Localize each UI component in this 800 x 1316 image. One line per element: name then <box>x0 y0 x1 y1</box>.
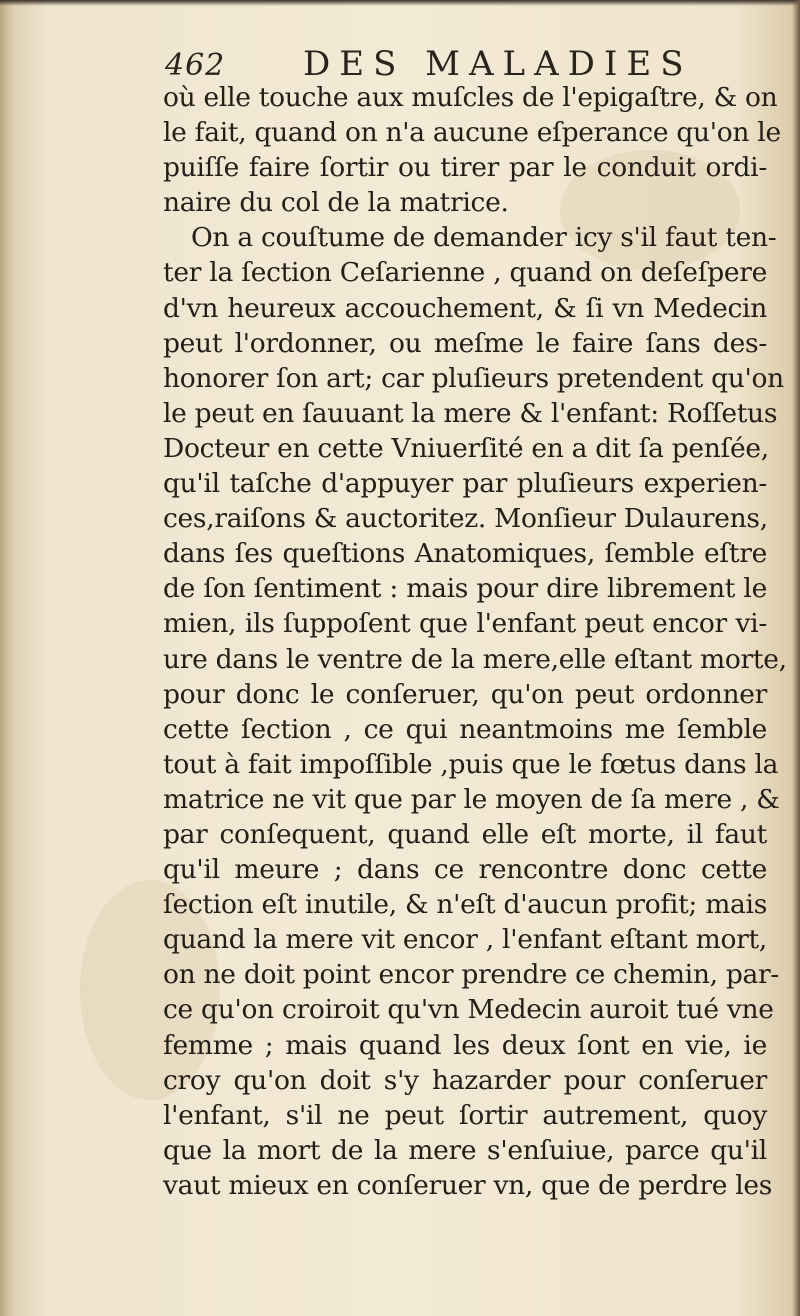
text-line: on ne doit point encor prendre ce chemin, par- <box>163 959 780 991</box>
body-text <box>163 80 787 1203</box>
text-line: que la mort de la mere s'enſuiue, parce qu'il <box>163 1134 767 1166</box>
page-top-edge <box>0 0 800 6</box>
text-line: cette ſection , ce qui neantmoins me ſemble <box>163 713 767 745</box>
text-line: ure dans le ventre de la mere,elle eſtant morte, <box>163 643 787 675</box>
text-line: qu'il meure ; dans ce rencontre donc cette <box>163 854 767 886</box>
text-line: peut l'ordonner, ou meſme le faire ſans des- <box>163 327 767 359</box>
text-line: croy qu'on doit s'y hazarder pour conſeruer <box>163 1064 767 1096</box>
text-line: l'enfant, s'il ne peut ſortir autrement, quoy <box>163 1099 767 1131</box>
text-line: honorer ſon art; car pluſieurs pretendent qu'on <box>163 362 784 394</box>
text-line: puiſſe faire ſortir ou tirer par le conduit ordi- <box>163 152 767 184</box>
text-line: pour donc le conſeruer, qu'on peut ordonner <box>163 678 767 710</box>
text-line: le peut en ſauuant la mere & l'enfant: Roſſetus <box>163 397 778 429</box>
page-right-edge <box>792 0 800 1316</box>
text-line: ces,raiſons & auctoritez. Monſieur Dulaurens, <box>163 503 768 535</box>
page-number: 462 <box>165 48 226 83</box>
page-left-edge <box>0 0 14 1316</box>
running-title: DES MALADIES <box>303 44 693 84</box>
text-line: vaut mieux en conſeruer vn, que de perdre les <box>163 1169 773 1201</box>
text-line: le fait, quand on n'a aucune eſperance qu'on le <box>163 117 781 149</box>
text-line: par conſequent, quand elle eſt morte, il faut <box>163 818 767 850</box>
text-line: matrice ne vit que par le moyen de ſa mere , & <box>163 783 780 815</box>
text-line: où elle touche aux muſcles de l'epigaſtre, & on <box>163 82 778 113</box>
text-line: quand la mere vit encor , l'enfant eſtant mort, <box>163 924 767 956</box>
text-line: dans ſes queſtions Anatomiques, ſemble eſtre <box>163 538 767 570</box>
text-line: Docteur en cette Vniuerſité en a dit ſa penſée, <box>163 432 769 464</box>
text-line: naire du col de la matrice. <box>163 187 509 219</box>
text-line: ſection eſt inutile, & n'eſt d'aucun profit; mais <box>163 889 767 921</box>
text-line: On a couſtume de demander icy s'il faut ten- <box>191 222 777 254</box>
text-line: qu'il taſche d'appuyer par pluſieurs experien- <box>163 468 767 500</box>
text-line: ter la ſection Ceſarienne , quand on deſeſpere <box>163 257 767 289</box>
text-line: ce qu'on croiroit qu'vn Medecin auroit tué vne <box>163 994 774 1026</box>
text-line: de ſon ſentiment : mais pour dire librement le <box>163 573 767 605</box>
text-line: tout à fait impoſſible ,puis que le fœtus dans la <box>163 748 779 780</box>
text-line: d'vn heureux accouchement, & ſi vn Medecin <box>163 292 767 324</box>
text-line: femme ; mais quand les deux ſont en vie, ie <box>163 1029 767 1061</box>
text-line: mien, ils ſuppoſent que l'enfant peut encor vi- <box>163 608 767 640</box>
